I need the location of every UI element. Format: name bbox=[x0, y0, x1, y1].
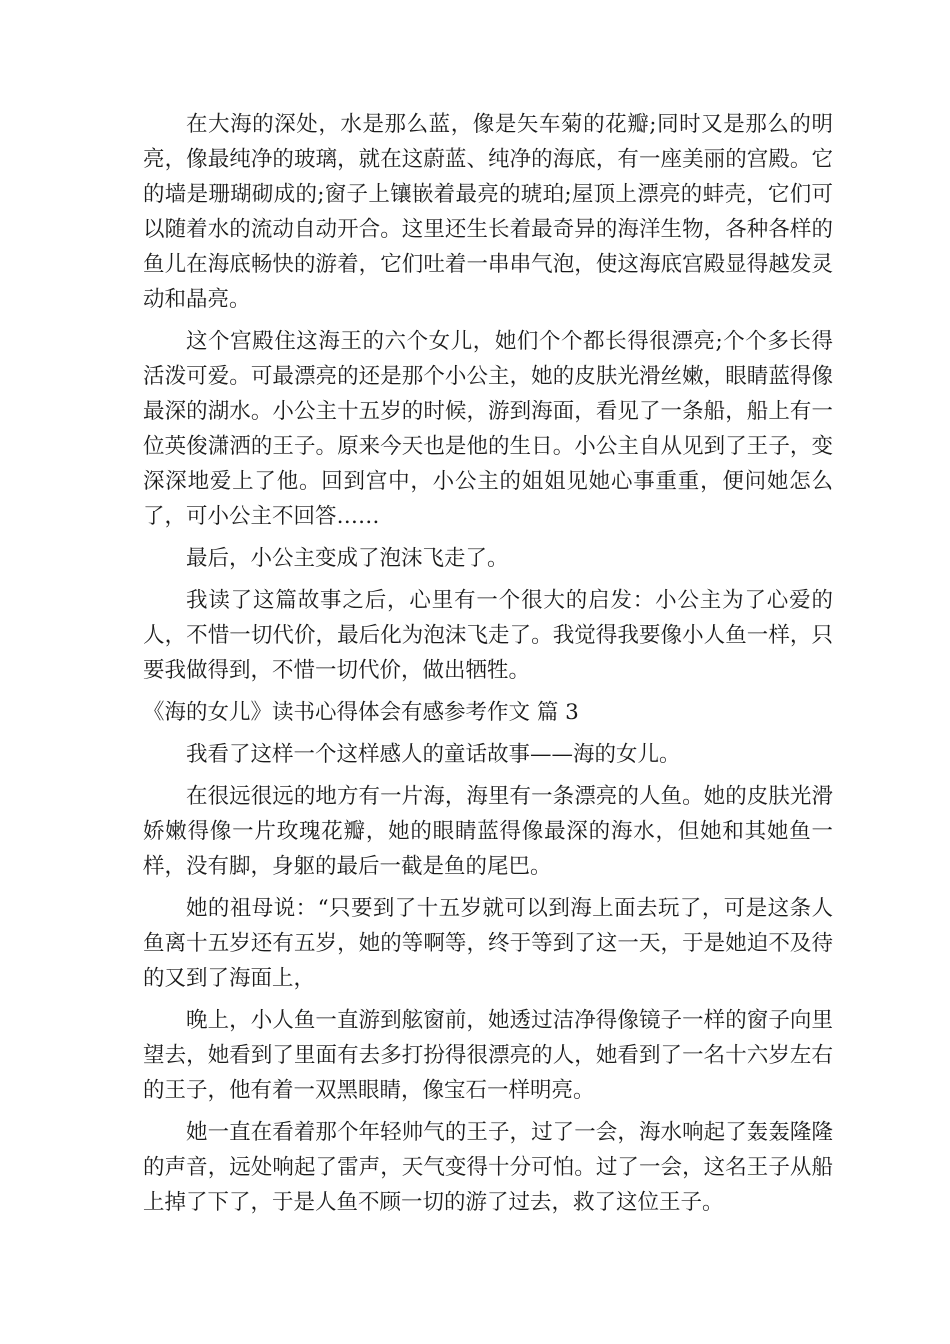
paragraph-porthole: 晚上，小人鱼一直游到舷窗前，她透过洁净得像镜子一样的窗子向里望去，她看到了里面有去多打扮得很漂亮的人，她看到了一名十六岁左右的王子，他有着一双黑眼睛，像宝石一样明亮。 bbox=[143, 1008, 833, 1103]
paragraph-mermaid: 在很远很远的地方有一片海，海里有一条漂亮的人鱼。她的皮肤光滑娇嫩得像一片玫瑰花瓣，她的眼睛蓝得像最深的海水，但她和其她鱼一样，没有脚，身躯的最后一截是鱼的尾巴。 bbox=[143, 784, 833, 879]
paragraph-reflection: 我读了这篇故事之后，心里有一个很大的启发：小公主为了心爱的人，不惜一切代价，最后化为泡沫飞走了。我觉得我要像小人鱼一样，只要我做得到，不惜一切代价，做出牺牲。 bbox=[143, 588, 833, 683]
paragraph-palace: 在大海的深处，水是那么蓝，像是矢车菊的花瓣;同时又是那么的明亮，像最纯净的玻璃，就在这蔚蓝、纯净的海底，有一座美丽的宫殿。它的墙是珊瑚砌成的;窗子上镶嵌着最亮的琥珀;屋顶上漂亮的蚌壳，它们可以随着水的流动自动开合。这里还生长着最奇异的海洋生物，各种各样的鱼儿在海底畅快的游着，它们吐着一串串气泡，使这海底宫殿显得越发灵动和晶亮。 bbox=[143, 112, 833, 312]
paragraph-storm: 她一直在看着那个年轻帅气的王子，过了一会，海水响起了轰轰隆隆的声音，远处响起了雷声，天气变得十分可怕。过了一会，这名王子从船上掉了下了，于是人鱼不顾一切的游了过去，救了这位王子。 bbox=[143, 1120, 833, 1215]
section-heading: 《海的女儿》读书心得体会有感参考作文 篇 3 bbox=[143, 700, 579, 725]
paragraph-ending: 最后，小公主变成了泡沫飞走了。 bbox=[186, 546, 509, 571]
paragraph-grandmother: 她的祖母说：“只要到了十五岁就可以到海上面去玩了，可是这条人鱼离十五岁还有五岁，她的等啊等，终于等到了这一天，于是她迫不及待的又到了海面上， bbox=[143, 896, 833, 991]
paragraph-princesses: 这个宫殿住这海王的六个女儿，她们个个都长得很漂亮;个个多长得活泼可爱。可最漂亮的还是那个小公主，她的皮肤光滑丝嫩，眼睛蓝得像最深的湖水。小公主十五岁的时候，游到海面，看见了一条船，船上有一位英俊潇洒的王子。原来今天也是他的生日。小公主自从见到了王子，变深深地爱上了他。回到宫中，小公主的姐姐见她心事重重，便问她怎么了，可小公主不回答…… bbox=[143, 329, 833, 529]
paragraph-intro: 我看了这样一个这样感人的童话故事——海的女儿。 bbox=[186, 742, 681, 767]
document-body bbox=[143, 107, 833, 1227]
